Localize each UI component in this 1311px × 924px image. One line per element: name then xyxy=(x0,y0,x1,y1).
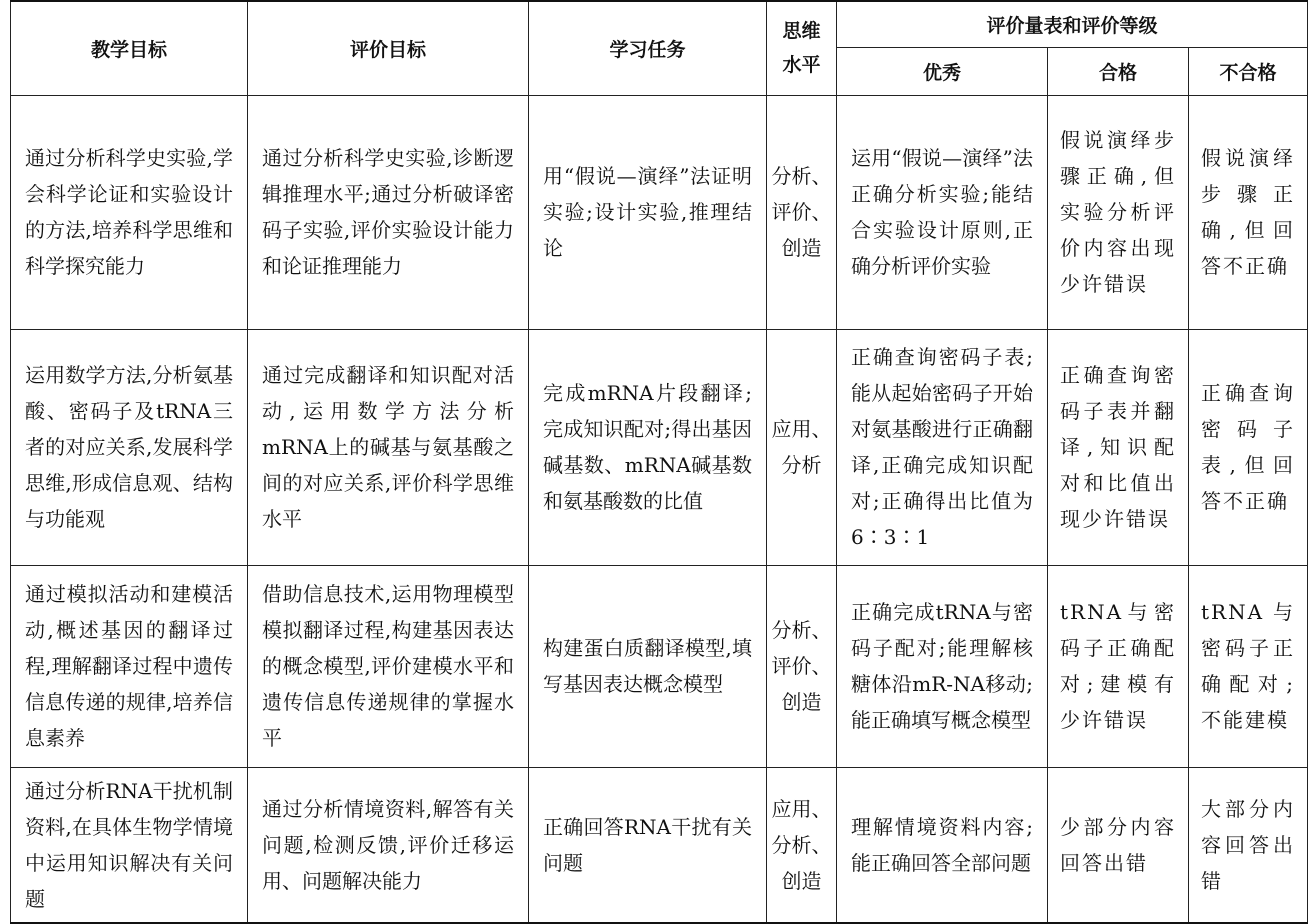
excellent-cell: 正确查询密码子表;能从起始密码子开始对氨基酸进行正确翻译,正确完成知识配对;正确得出比值为6∶3∶1 xyxy=(837,329,1048,565)
learning-task-cell: 完成mRNA片段翻译;完成知识配对;得出基因碱基数、mRNA碱基数和氨基酸数的比值 xyxy=(529,329,767,565)
fail-cell: 假说演绎步骤正确,但回答不正确 xyxy=(1189,95,1308,329)
header-evaluation-scale: 评价量表和评价等级 xyxy=(837,1,1308,47)
header-thinking-level xyxy=(767,1,837,95)
table-row xyxy=(11,329,1308,565)
evaluation-goal-cell: 通过分析科学史实验,诊断逻辑推理水平;通过分析破译密码子实验,评价实验设计能力和论证推理能力 xyxy=(248,95,529,329)
learning-task-cell: 构建蛋白质翻译模型,填写基因表达概念模型 xyxy=(529,565,767,767)
header-excellent: 优秀 xyxy=(837,47,1048,95)
teaching-goal-cell: 通过模拟活动和建模活动,概述基因的翻译过程,理解翻译过程中遗传信息传递的规律,培养信息素养 xyxy=(11,565,248,767)
thinking-level-cell: 分析、评价、创造 xyxy=(767,95,837,329)
evaluation-rubric-table xyxy=(10,0,1308,924)
table-row xyxy=(11,565,1308,767)
header-learning-task: 学习任务 xyxy=(529,1,767,95)
thinking-level-cell: 应用、分析、创造 xyxy=(767,767,837,923)
fail-cell: 大部分内容回答出错 xyxy=(1189,767,1308,923)
header-thinking-level-line1: 思维 xyxy=(782,20,821,43)
excellent-cell: 正确完成tRNA与密码子配对;能理解核糖体沿mR-NA移动;能正确填写概念模型 xyxy=(837,565,1048,767)
teaching-goal-cell: 运用数学方法,分析氨基酸、密码子及tRNA三者的对应关系,发展科学思维,形成信息观、结构与功能观 xyxy=(11,329,248,565)
evaluation-goal-cell: 通过完成翻译和知识配对活动,运用数学方法分析mRNA上的碱基与氨基酸之间的对应关系,评价科学思维水平 xyxy=(248,329,529,565)
teaching-goal-cell: 通过分析科学史实验,学会科学论证和实验设计的方法,培养科学思维和科学探究能力 xyxy=(11,95,248,329)
fail-cell: tRNA与密码子正确配对;不能建模 xyxy=(1189,565,1308,767)
excellent-cell: 运用“假说—演绎”法正确分析实验;能结合实验设计原则,正确分析评价实验 xyxy=(837,95,1048,329)
table-row xyxy=(11,95,1308,329)
header-fail: 不合格 xyxy=(1189,47,1308,95)
evaluation-goal-cell: 通过分析情境资料,解答有关问题,检测反馈,评价迁移运用、问题解决能力 xyxy=(248,767,529,923)
fail-cell: 正确查询密码子表,但回答不正确 xyxy=(1189,329,1308,565)
pass-cell: 少部分内容回答出错 xyxy=(1048,767,1189,923)
evaluation-goal-cell: 借助信息技术,运用物理模型模拟翻译过程,构建基因表达的概念模型,评价建模水平和遗传信息传递规律的掌握水平 xyxy=(248,565,529,767)
learning-task-cell: 用“假说—演绎”法证明实验;设计实验,推理结论 xyxy=(529,95,767,329)
header-thinking-level-line2: 水平 xyxy=(782,54,821,77)
pass-cell: 假说演绎步骤正确,但实验分析评价内容出现少许错误 xyxy=(1048,95,1189,329)
teaching-goal-cell: 通过分析RNA干扰机制资料,在具体生物学情境中运用知识解决有关问题 xyxy=(11,767,248,923)
thinking-level-cell: 应用、分析 xyxy=(767,329,837,565)
excellent-cell: 理解情境资料内容;能正确回答全部问题 xyxy=(837,767,1048,923)
header-evaluation-goal: 评价目标 xyxy=(248,1,529,95)
thinking-level-cell: 分析、评价、创造 xyxy=(767,565,837,767)
learning-task-cell: 正确回答RNA干扰有关问题 xyxy=(529,767,767,923)
pass-cell: 正确查询密码子表并翻译,知识配对和比值出现少许错误 xyxy=(1048,329,1189,565)
pass-cell: tRNA与密码子正确配对;建模有少许错误 xyxy=(1048,565,1189,767)
header-teaching-goal: 教学目标 xyxy=(11,1,248,95)
header-pass: 合格 xyxy=(1048,47,1189,95)
table-row xyxy=(11,767,1308,923)
